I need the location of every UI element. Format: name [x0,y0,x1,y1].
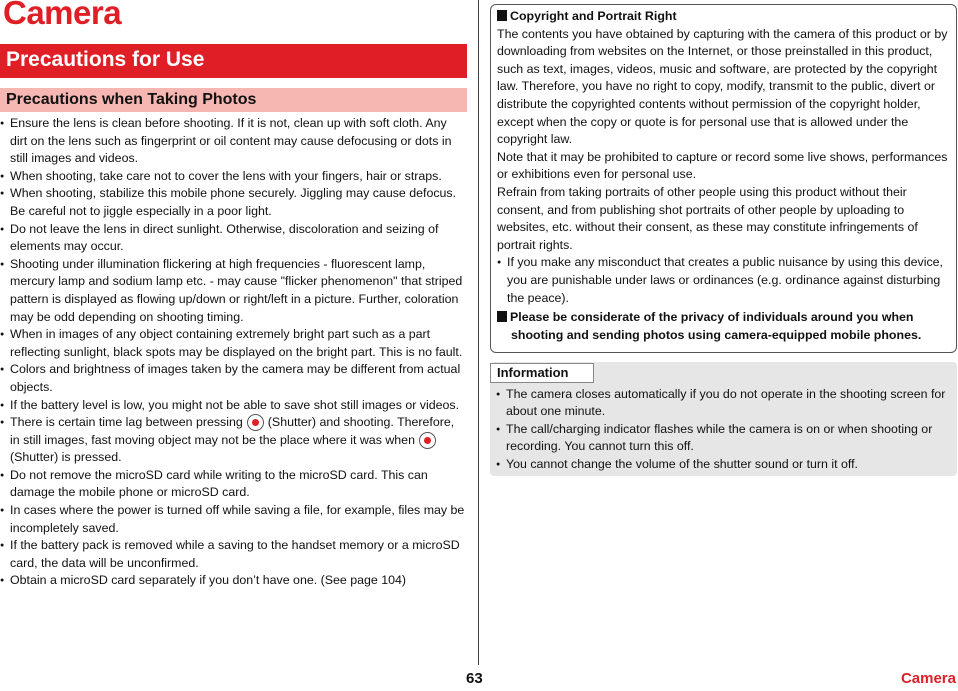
list-item: ● If the battery level is low, you might not be able to save shot still images or videos. [0,397,466,415]
list-item: ● Ensure the lens is clean before shooting. If it is not, clean up with soft cloth. Any dirt on the lens such as fingerprint or oil content may cause defocusing or dots in still images and videos. [0,115,466,168]
square-bullet-icon [497,311,507,322]
list-item: ● The camera closes automatically if you do not operate in the shooting screen for about one minute. [496,386,951,421]
list-item: ● In cases where the power is turned off while saving a file, for example, files may be incompletely saved. [0,502,466,537]
information-label: Information [490,363,594,383]
list-item: ● Shooting under illumination flickering at high frequencies - fluorescent lamp, mercury lamp and sodium lamp etc. - may cause "flicker phenomenon" that striped pattern is displayed as flowing up/down or right/left in a picture. Further, coloration may be odd depending on shooting timing. [0,256,466,326]
list-item: ● The call/charging indicator flashes while the camera is on or when shooting or recording. You cannot turn this off. [496,421,951,456]
page-title: Camera [3,0,122,31]
shutter-key-icon [247,414,264,431]
footer-chapter-label: Camera [900,670,956,687]
list-item: ● When in images of any object containing extremely bright part such as a part reflecting sunlight, black spots may be displayed on the bright part. This is no fault. [0,326,466,361]
list-item: ● Do not leave the lens in direct sunlight. Otherwise, discoloration and seizing of elements may occur. [0,221,466,256]
precautions-list [0,115,466,590]
information-box [490,362,957,476]
column-divider [478,0,479,665]
time-lag-text-2: (Shutter) and shooting. Therefore, in still images, fast moving object may not be the place where it was when [10,415,455,447]
time-lag-text-3: (Shutter) is pressed. [10,450,122,465]
copyright-box [490,4,957,353]
privacy-heading: Please be considerate of the privacy of individuals around you when shooting and sending photos using camera-equipped mobile phones. [497,309,950,344]
copyright-heading: Copyright and Portrait Right [497,8,950,26]
time-lag-text-1: There is certain time lag between pressing [10,415,243,430]
list-item-time-lag [0,414,466,467]
list-item: ● Colors and brightness of images taken by the camera may be different from actual objects. [0,361,466,396]
list-item: ● When shooting, stabilize this mobile phone securely. Jiggling may cause defocus. Be careful not to jiggle especially in a poor light. [0,185,466,220]
list-item: ● If the battery pack is removed while a saving to the handset memory or a microSD card, the data will be unconfirmed. [0,537,466,572]
subsection-header: Precautions when Taking Photos [0,88,467,112]
copyright-paragraph: The contents you have obtained by capturing with the camera of this product or by downloading from websites on the Internet, or those preinstalled in this product, such as text, images, videos, music and software, are protected by the copyright law. Therefore, you have no right to copy, modify, transmit to the public, divert or distribute the copyrighted contents without permission of the copyright holder, except when the copy or quote is for personal use that is allowed under the copyright law. [497,26,948,147]
list-item: ● If you make any misconduct that creates a public nuisance by using this device, you are punishable under laws or ordinances (e.g. ordinance against disturbing the peace). [497,254,950,307]
square-bullet-icon [497,10,507,21]
copyright-paragraph: Note that it may be prohibited to capture or record some live shows, performances or exhibitions even for personal use. [497,149,948,182]
list-item: ● Do not remove the microSD card while writing to the microSD card. This can damage the mobile phone or microSD card. [0,467,466,502]
list-item: ● When shooting, take care not to cover the lens with your fingers, hair or straps. [0,168,466,186]
list-item: ● You cannot change the volume of the shutter sound or turn it off. [496,456,951,474]
page-number: 63 [466,670,483,687]
list-item: ● Obtain a microSD card separately if you don’t have one. (See page 104) [0,572,466,590]
shutter-key-icon [419,432,436,449]
copyright-paragraph: Refrain from taking portraits of other people using this product without their consent, and from publishing shot portraits of other people by uploading to websites, etc. without their consent, as these may constitute infringements of portrait rights. [497,184,918,252]
section-header: Precautions for Use [0,44,467,78]
